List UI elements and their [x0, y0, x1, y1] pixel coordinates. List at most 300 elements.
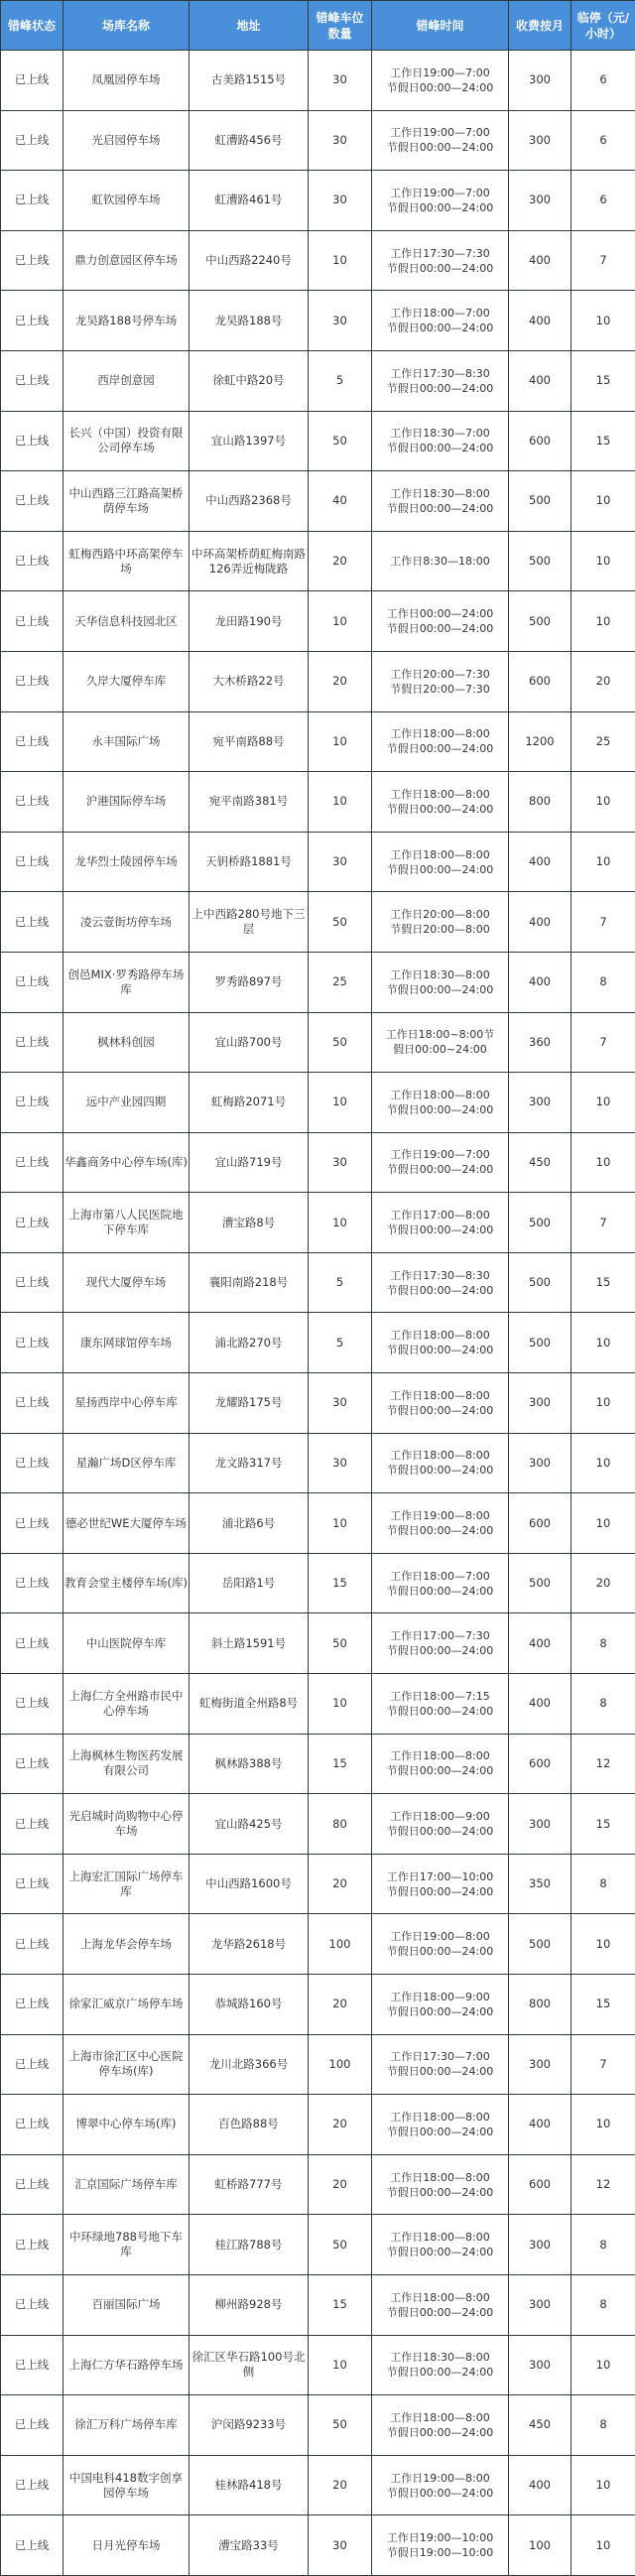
time-cell [372, 2274, 509, 2335]
parking-name-cell: 枫林科创园 [64, 1012, 190, 1073]
spaces-cell: 30 [309, 291, 372, 351]
status-cell: 已上线 [1, 230, 64, 291]
table-row [1, 2215, 635, 2275]
hourly-fee-cell: 10 [572, 1313, 635, 1373]
holiday-time: 节假日00:00—24:00 [373, 621, 507, 636]
header-spaces: 错峰车位数量 [309, 1, 372, 51]
status-cell: 已上线 [1, 2154, 64, 2215]
table-row [1, 2515, 635, 2576]
address-cell: 浦北路6号 [190, 1493, 309, 1554]
table-row [1, 651, 635, 711]
time-cell [372, 1313, 509, 1373]
hourly-fee-cell: 6 [572, 171, 635, 231]
table-row [1, 1975, 635, 2035]
parking-name-cell: 光启城时尚购物中心停车场 [64, 1794, 190, 1855]
monthly-fee-cell: 500 [509, 1313, 572, 1373]
monthly-fee-cell: 400 [509, 230, 572, 291]
holiday-time: 节假日20:00—7:30 [373, 682, 507, 697]
table-row [1, 1313, 635, 1373]
holiday-time: 节假日00:00—24:00 [373, 1223, 507, 1237]
address-cell: 中环高架桥荫虹梅南路126弄近梅陇路 [190, 531, 309, 591]
spaces-cell: 10 [309, 711, 372, 772]
weekday-time: 工作日18:00—8:00 [373, 2410, 507, 2425]
spaces-cell: 20 [309, 651, 372, 711]
table-row [1, 1073, 635, 1133]
time-cell [372, 772, 509, 833]
parking-name-cell: 上海枫林生物医药发展有限公司 [64, 1734, 190, 1794]
monthly-fee-cell: 400 [509, 2455, 572, 2515]
address-cell: 恭城路160号 [190, 1975, 309, 2035]
parking-name-cell: 中山医院停车库 [64, 1613, 190, 1674]
weekday-time: 工作日18:00—8:00 [373, 847, 507, 862]
spaces-cell: 10 [309, 230, 372, 291]
address-cell: 龙华路2618号 [190, 1914, 309, 1975]
holiday-time: 节假日00:00—24:00 [373, 1763, 507, 1778]
time-cell [372, 51, 509, 111]
parking-name-cell: 龙吴路188号停车场 [64, 291, 190, 351]
monthly-fee-cell: 300 [509, 1433, 572, 1493]
parking-name-cell: 远中产业园四期 [64, 1073, 190, 1133]
monthly-fee-cell: 500 [509, 1193, 572, 1253]
time-cell [372, 171, 509, 231]
monthly-fee-cell: 300 [509, 110, 572, 171]
spaces-cell: 40 [309, 471, 372, 532]
weekday-time: 工作日17:00—8:00 [373, 1208, 507, 1223]
hourly-fee-cell: 8 [572, 1674, 635, 1735]
holiday-time: 节假日00:00—24:00 [373, 1283, 507, 1298]
weekday-time: 工作日18:00—7:00 [373, 1569, 507, 1584]
table-row [1, 1252, 635, 1313]
time-cell [372, 1854, 509, 1914]
monthly-fee-cell: 1200 [509, 711, 572, 772]
address-cell: 徐虹中路20号 [190, 350, 309, 411]
spaces-cell: 20 [309, 2455, 372, 2515]
time-cell [372, 1373, 509, 1434]
parking-name-cell: 博翠中心停车场(库) [64, 2095, 190, 2155]
table-row [1, 51, 635, 111]
weekday-time: 工作日20:00—8:00 [373, 907, 507, 922]
monthly-fee-cell: 400 [509, 350, 572, 411]
monthly-fee-cell: 300 [509, 1073, 572, 1133]
address-cell: 罗秀路897号 [190, 952, 309, 1012]
time-cell [372, 1794, 509, 1855]
address-cell: 徐汇区华石路100号北侧 [190, 2335, 309, 2395]
table-row [1, 711, 635, 772]
status-cell: 已上线 [1, 2095, 64, 2155]
table-row [1, 952, 635, 1012]
hourly-fee-cell: 10 [572, 772, 635, 833]
time-cell [372, 1433, 509, 1493]
parking-name-cell: 汇京国际广场停车库 [64, 2154, 190, 2215]
status-cell: 已上线 [1, 1373, 64, 1434]
time-cell [372, 1553, 509, 1613]
monthly-fee-cell: 300 [509, 171, 572, 231]
monthly-fee-cell: 600 [509, 1734, 572, 1794]
hourly-fee-cell: 8 [572, 1613, 635, 1674]
status-cell: 已上线 [1, 411, 64, 471]
monthly-fee-cell: 500 [509, 471, 572, 532]
weekday-time: 工作日18:00—9:00 [373, 1990, 507, 2004]
monthly-fee-cell: 450 [509, 2395, 572, 2456]
table-row [1, 772, 635, 833]
spaces-cell: 5 [309, 1252, 372, 1313]
status-cell: 已上线 [1, 1073, 64, 1133]
holiday-time: 节假日00:00—24:00 [373, 1162, 507, 1177]
address-cell: 龙田路190号 [190, 591, 309, 652]
table-row [1, 832, 635, 892]
parking-name-cell: 星扬西岸中心停车库 [64, 1373, 190, 1434]
holiday-time: 节假日00:00—24:00 [373, 1584, 507, 1599]
hourly-fee-cell: 8 [572, 952, 635, 1012]
spaces-cell: 15 [309, 1553, 372, 1613]
holiday-time: 节假日00:00—24:00 [373, 1463, 507, 1478]
holiday-time: 节假日00:00—24:00 [373, 802, 507, 817]
address-cell: 桂林路418号 [190, 2455, 309, 2515]
monthly-fee-cell: 500 [509, 1553, 572, 1613]
hourly-fee-cell: 10 [572, 531, 635, 591]
time-cell [372, 1012, 509, 1073]
header-time: 错峰时间 [372, 1, 509, 51]
weekday-time: 工作日18:00—8:00 [373, 2230, 507, 2245]
parking-name-cell: 上海市第八人民医院地下停车库 [64, 1193, 190, 1253]
spaces-cell: 50 [309, 2215, 372, 2275]
holiday-time: 节假日00:00—24:00 [373, 2004, 507, 2019]
weekday-time: 工作日18:30—8:00 [373, 2350, 507, 2365]
time-cell [372, 531, 509, 591]
status-cell: 已上线 [1, 591, 64, 652]
parking-name-cell: 凤凰园停车场 [64, 51, 190, 111]
table-row [1, 2455, 635, 2515]
monthly-fee-cell: 100 [509, 2515, 572, 2576]
hourly-fee-cell: 8 [572, 2215, 635, 2275]
table-row [1, 1794, 635, 1855]
time-cell [372, 2515, 509, 2576]
hourly-fee-cell: 15 [572, 1794, 635, 1855]
weekday-time: 工作日18:00—8:00 [373, 2290, 507, 2305]
spaces-cell: 50 [309, 892, 372, 953]
table-row [1, 1734, 635, 1794]
holiday-time: 节假日00:00—24:00 [373, 80, 507, 95]
spaces-cell: 100 [309, 2034, 372, 2095]
spaces-cell: 50 [309, 1012, 372, 1073]
monthly-fee-cell: 360 [509, 1012, 572, 1073]
table-row [1, 110, 635, 171]
weekday-time: 工作日18:00—8:00 [373, 2170, 507, 2185]
parking-name-cell: 创邑MIX·罗秀路停车场库 [64, 952, 190, 1012]
parking-name-cell: 徐汇万科广场停车库 [64, 2395, 190, 2456]
time-cell [372, 2215, 509, 2275]
address-cell: 斜土路1591号 [190, 1613, 309, 1674]
status-cell: 已上线 [1, 1132, 64, 1193]
hourly-fee-cell: 10 [572, 1132, 635, 1193]
time-cell [372, 230, 509, 291]
status-cell: 已上线 [1, 2515, 64, 2576]
table-header [1, 1, 635, 51]
holiday-time: 节假日19:00—10:00 [373, 2545, 507, 2560]
table-row [1, 230, 635, 291]
hourly-fee-cell: 10 [572, 1914, 635, 1975]
header-name: 场库名称 [64, 1, 190, 51]
weekday-time: 工作日19:00—8:00 [373, 1929, 507, 1944]
spaces-cell: 30 [309, 51, 372, 111]
holiday-time: 假日00:00~24:00 [373, 1042, 507, 1057]
hourly-fee-cell: 8 [572, 2274, 635, 2335]
hourly-fee-cell: 15 [572, 1975, 635, 2035]
table-row [1, 2395, 635, 2456]
status-cell: 已上线 [1, 2335, 64, 2395]
weekday-time: 工作日18:00—8:00 [373, 2110, 507, 2125]
status-cell: 已上线 [1, 171, 64, 231]
time-cell [372, 1073, 509, 1133]
hourly-fee-cell: 25 [572, 711, 635, 772]
table-row [1, 591, 635, 652]
table-row [1, 1193, 635, 1253]
holiday-time: 节假日00:00—24:00 [373, 1824, 507, 1839]
spaces-cell: 30 [309, 110, 372, 171]
parking-name-cell: 德必世纪WE大厦停车场 [64, 1493, 190, 1554]
address-cell: 浦北路270号 [190, 1313, 309, 1373]
table-row [1, 2154, 635, 2215]
status-cell: 已上线 [1, 2215, 64, 2275]
weekday-time: 工作日18:00—8:00 [373, 726, 507, 741]
monthly-fee-cell: 300 [509, 2335, 572, 2395]
status-cell: 已上线 [1, 1674, 64, 1735]
hourly-fee-cell: 12 [572, 2154, 635, 2215]
table-row [1, 1854, 635, 1914]
parking-name-cell: 中山西路三江路高架桥荫停车场 [64, 471, 190, 532]
time-cell [372, 2455, 509, 2515]
status-cell: 已上线 [1, 2395, 64, 2456]
status-cell: 已上线 [1, 1734, 64, 1794]
time-cell [372, 110, 509, 171]
hourly-fee-cell: 10 [572, 471, 635, 532]
table-row [1, 1613, 635, 1674]
table-row [1, 350, 635, 411]
spaces-cell: 50 [309, 1613, 372, 1674]
weekday-time: 工作日17:30—8:30 [373, 1268, 507, 1283]
address-cell: 枫林路388号 [190, 1734, 309, 1794]
header-hourly: 临停（元/小时） [572, 1, 635, 51]
weekday-time: 工作日17:00—10:00 [373, 1869, 507, 1884]
holiday-time: 节假日00:00—24:00 [373, 501, 507, 516]
hourly-fee-cell: 10 [572, 1493, 635, 1554]
spaces-cell: 5 [309, 350, 372, 411]
address-cell: 桂江路788号 [190, 2215, 309, 2275]
address-cell: 中山西路1600号 [190, 1854, 309, 1914]
parking-name-cell: 龙华烈士陵园停车场 [64, 832, 190, 892]
address-cell: 宛平南路381号 [190, 772, 309, 833]
spaces-cell: 30 [309, 1373, 372, 1434]
spaces-cell: 20 [309, 1854, 372, 1914]
parking-name-cell: 虹梅西路中环高架停车场 [64, 531, 190, 591]
monthly-fee-cell: 500 [509, 531, 572, 591]
table-row [1, 1674, 635, 1735]
hourly-fee-cell: 8 [572, 2395, 635, 2456]
address-cell: 宜山路719号 [190, 1132, 309, 1193]
weekday-time: 工作日18:30—8:00 [373, 967, 507, 982]
table-row [1, 1012, 635, 1073]
hourly-fee-cell: 10 [572, 1433, 635, 1493]
hourly-fee-cell: 10 [572, 1373, 635, 1434]
status-cell: 已上线 [1, 832, 64, 892]
spaces-cell: 10 [309, 1073, 372, 1133]
status-cell: 已上线 [1, 772, 64, 833]
hourly-fee-cell: 15 [572, 350, 635, 411]
monthly-fee-cell: 500 [509, 1252, 572, 1313]
status-cell: 已上线 [1, 471, 64, 532]
holiday-time: 节假日00:00—24:00 [373, 1523, 507, 1538]
monthly-fee-cell: 600 [509, 651, 572, 711]
address-cell: 漕宝路8号 [190, 1193, 309, 1253]
weekday-time: 工作日00:00—24:00 [373, 606, 507, 621]
parking-name-cell: 鼎力创意园区停车场 [64, 230, 190, 291]
monthly-fee-cell: 300 [509, 2215, 572, 2275]
status-cell: 已上线 [1, 1433, 64, 1493]
spaces-cell: 10 [309, 2335, 372, 2395]
time-cell [372, 711, 509, 772]
monthly-fee-cell: 300 [509, 51, 572, 111]
status-cell: 已上线 [1, 350, 64, 411]
table-row [1, 1914, 635, 1975]
time-cell [372, 1132, 509, 1193]
holiday-time: 节假日00:00—24:00 [373, 2125, 507, 2139]
holiday-time: 节假日00:00—24:00 [373, 261, 507, 276]
time-cell [372, 411, 509, 471]
weekday-time: 工作日18:00—8:00 [373, 787, 507, 802]
header-status: 错峰状态 [1, 1, 64, 51]
monthly-fee-cell: 300 [509, 1373, 572, 1434]
table-row [1, 2274, 635, 2335]
weekday-time: 工作日19:00—7:00 [373, 186, 507, 200]
weekday-time: 工作日18:00—9:00 [373, 1809, 507, 1824]
monthly-fee-cell: 300 [509, 2034, 572, 2095]
spaces-cell: 20 [309, 2154, 372, 2215]
hourly-fee-cell: 10 [572, 1073, 635, 1133]
address-cell: 宜山路700号 [190, 1012, 309, 1073]
monthly-fee-cell: 300 [509, 2274, 572, 2335]
monthly-fee-cell: 400 [509, 832, 572, 892]
hourly-fee-cell: 7 [572, 1193, 635, 1253]
weekday-time: 工作日17:00—7:30 [373, 1628, 507, 1643]
status-cell: 已上线 [1, 1012, 64, 1073]
spaces-cell: 50 [309, 2395, 372, 2456]
holiday-time: 节假日00:00—24:00 [373, 200, 507, 215]
spaces-cell: 5 [309, 1313, 372, 1373]
holiday-time: 节假日00:00—24:00 [373, 2185, 507, 2200]
table-row [1, 1553, 635, 1613]
time-cell [372, 651, 509, 711]
hourly-fee-cell: 10 [572, 2095, 635, 2155]
weekday-time: 工作日18:00—7:15 [373, 1689, 507, 1704]
hourly-fee-cell: 10 [572, 832, 635, 892]
monthly-fee-cell: 400 [509, 892, 572, 953]
status-cell: 已上线 [1, 291, 64, 351]
parking-name-cell: 康东网球馆停车场 [64, 1313, 190, 1373]
status-cell: 已上线 [1, 1313, 64, 1373]
address-cell: 中山西路2240号 [190, 230, 309, 291]
time-cell [372, 350, 509, 411]
status-cell: 已上线 [1, 51, 64, 111]
spaces-cell: 80 [309, 1794, 372, 1855]
spaces-cell: 10 [309, 591, 372, 652]
address-cell: 龙文路317号 [190, 1433, 309, 1493]
time-cell [372, 1193, 509, 1253]
holiday-time: 节假日00:00—24:00 [373, 1944, 507, 1959]
hourly-fee-cell: 7 [572, 892, 635, 953]
holiday-time: 节假日00:00—24:00 [373, 2365, 507, 2380]
time-cell [372, 1493, 509, 1554]
address-cell: 虹梅路2071号 [190, 1073, 309, 1133]
hourly-fee-cell: 20 [572, 651, 635, 711]
monthly-fee-cell: 500 [509, 1914, 572, 1975]
hourly-fee-cell: 7 [572, 1012, 635, 1073]
status-cell: 已上线 [1, 1493, 64, 1554]
weekday-time: 工作日19:00—8:00 [373, 2471, 507, 2486]
hourly-fee-cell: 10 [572, 2335, 635, 2395]
parking-name-cell: 天华信息科技园北区 [64, 591, 190, 652]
parking-name-cell: 华鑫商务中心停车场(库) [64, 1132, 190, 1193]
address-cell: 龙耀路175号 [190, 1373, 309, 1434]
parking-name-cell: 中环绿地788号地下车库 [64, 2215, 190, 2275]
time-cell [372, 1914, 509, 1975]
monthly-fee-cell: 350 [509, 1854, 572, 1914]
monthly-fee-cell: 800 [509, 1975, 572, 2035]
spaces-cell: 20 [309, 2095, 372, 2155]
time-cell [372, 2095, 509, 2155]
weekday-time: 工作日17:30—8:30 [373, 366, 507, 381]
hourly-fee-cell: 20 [572, 1553, 635, 1613]
hourly-fee-cell: 7 [572, 2034, 635, 2095]
address-cell: 古美路1515号 [190, 51, 309, 111]
time-cell [372, 952, 509, 1012]
monthly-fee-cell: 600 [509, 2154, 572, 2215]
spaces-cell: 50 [309, 411, 372, 471]
table-row [1, 2034, 635, 2095]
hourly-fee-cell: 10 [572, 2455, 635, 2515]
table-row [1, 2095, 635, 2155]
time-cell [372, 1975, 509, 2035]
monthly-fee-cell: 600 [509, 411, 572, 471]
address-cell: 中山西路2368号 [190, 471, 309, 532]
weekday-time: 工作日17:30—7:00 [373, 2049, 507, 2064]
parking-name-cell: 久岸大厦停车库 [64, 651, 190, 711]
hourly-fee-cell: 12 [572, 1734, 635, 1794]
status-cell: 已上线 [1, 531, 64, 591]
status-cell: 已上线 [1, 1975, 64, 2035]
address-cell: 虹漕路456号 [190, 110, 309, 171]
time-cell [372, 1613, 509, 1674]
holiday-time: 节假日00:00—24:00 [373, 1403, 507, 1418]
monthly-fee-cell: 600 [509, 1493, 572, 1554]
table-row [1, 2335, 635, 2395]
holiday-time: 节假日00:00—24:00 [373, 1884, 507, 1899]
weekday-time: 工作日18:00—8:00 [373, 1328, 507, 1343]
status-cell: 已上线 [1, 651, 64, 711]
weekday-time: 工作日19:00—7:00 [373, 65, 507, 80]
parking-name-cell: 沪港国际停车场 [64, 772, 190, 833]
monthly-fee-cell: 300 [509, 1794, 572, 1855]
address-cell: 岳阳路1号 [190, 1553, 309, 1613]
table-row [1, 411, 635, 471]
holiday-time: 节假日00:00—24:00 [373, 2486, 507, 2501]
weekday-time: 工作日20:00—7:30 [373, 667, 507, 682]
weekday-time: 工作日18:00—8:00 [373, 1388, 507, 1403]
time-cell [372, 2335, 509, 2395]
address-cell: 襄阳南路218号 [190, 1252, 309, 1313]
holiday-time: 节假日00:00—24:00 [373, 2245, 507, 2259]
table-row [1, 171, 635, 231]
time-cell [372, 1674, 509, 1735]
